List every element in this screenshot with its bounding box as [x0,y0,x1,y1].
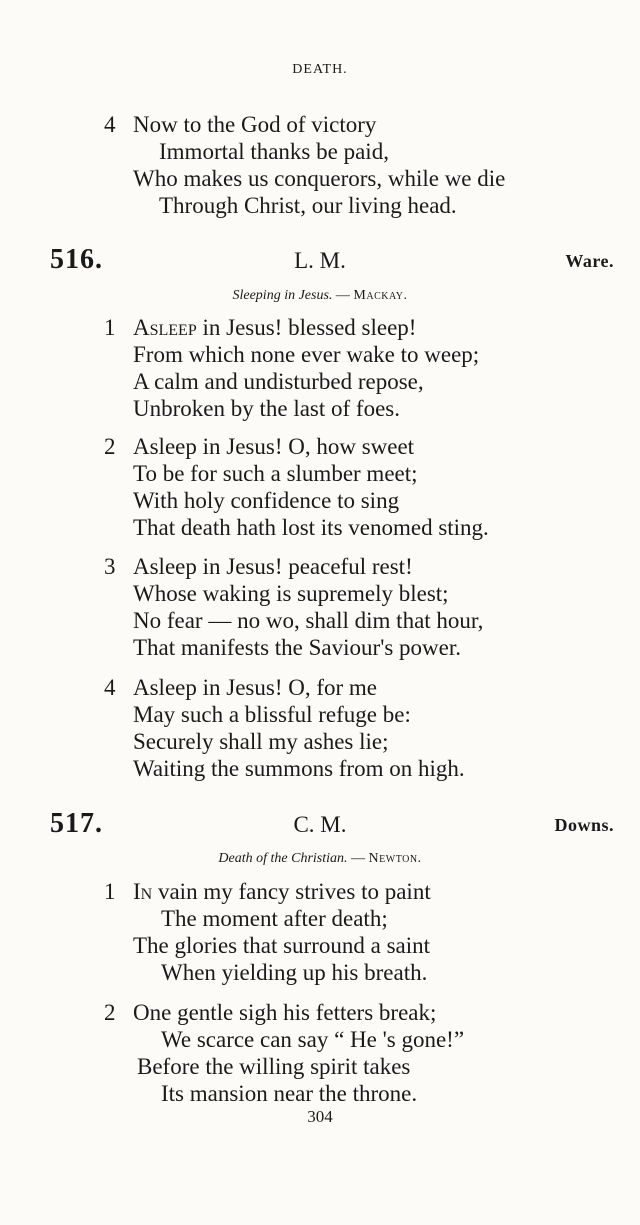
verse-line: The glories that surround a saint [133,933,431,958]
stanza-number: 2 [104,434,116,459]
verse-line [133,314,416,341]
verse-line: Now to the God of victory [133,112,377,137]
verse-line: Through Christ, our living head. [159,193,457,218]
hymn-title: Sleeping in Jesus. [232,288,333,303]
verse-line: Who makes us conquerors, while we die [133,166,506,191]
verse-line [133,878,431,905]
verse-line: May such a blissful refuge be: [133,702,411,727]
stanza-number: 4 [104,112,116,137]
stanza-number: 2 [104,1000,116,1025]
hymn-number: 516. [50,244,103,275]
verse-line: That death hath lost its venomed sting. [133,515,489,540]
verse-line: From which none ever wake to weep; [133,342,480,367]
verse-line: We scarce can say “ He 's gone!” [161,1027,465,1052]
verse-line: Its mansion near the throne. [161,1081,418,1106]
verse-line: Securely shall my ashes lie; [133,729,389,754]
first-word: Asleep [133,315,197,340]
running-head: DEATH. [292,62,348,77]
verse-line: One gentle sigh his fetters break; [133,1000,437,1025]
title-dash: — [332,288,354,303]
stanza-number: 1 [104,879,116,904]
hymn-subtitle [0,851,640,867]
stanza-number: 1 [104,315,116,340]
verse-line: A calm and undisturbed repose, [133,369,424,394]
verse-line: To be for such a slumber meet; [133,461,418,486]
stanza-number: 3 [104,554,116,579]
tune-name: Ware. [565,251,614,271]
verse-line: The moment after death; [161,906,388,931]
verse-line: Asleep in Jesus! O, how sweet [133,434,415,459]
first-line-rest: in Jesus! blessed sleep! [196,315,417,340]
page-number: 304 [307,1107,333,1126]
hymn-number: 517. [50,808,103,839]
hymn-meter: C. M. [293,812,347,837]
hymn-author: Newton. [368,851,422,866]
verse-line: That manifests the Saviour's power. [133,635,461,660]
hymn-subtitle [0,288,640,304]
hymn-author: Mackay. [353,288,408,303]
verse-line: No fear — no wo, shall dim that hour, [133,608,484,633]
hymn-title: Death of the Christian. [218,851,348,866]
verse-line: Whose waking is supremely blest; [133,581,449,606]
verse-line: Waiting the summons from on high. [133,756,465,781]
tune-name: Downs. [554,815,614,835]
verse-line: Asleep in Jesus! O, for me [133,675,378,700]
verse-line: Unbroken by the last of foes. [133,396,400,421]
first-word: In [133,879,153,904]
verse-line: With holy confidence to sing [133,488,400,513]
verse-line: Immortal thanks be paid, [159,139,389,164]
verse-line: When yielding up his breath. [161,960,428,985]
verse-line: Asleep in Jesus! peaceful rest! [133,554,413,579]
hymn-meter: L. M. [294,248,346,273]
title-dash: — [347,851,369,866]
verse-line: Before the willing spirit takes [137,1054,411,1079]
first-line-rest: vain my fancy strives to paint [152,879,431,904]
stanza-number: 4 [104,675,116,700]
